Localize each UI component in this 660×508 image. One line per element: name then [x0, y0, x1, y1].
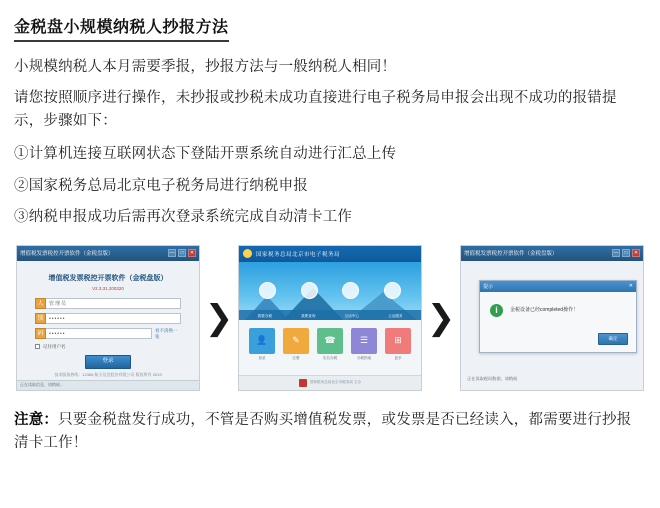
- shot3-titlebar: [461, 246, 643, 261]
- dialog-message: 金税设备已经completed操作！: [510, 307, 579, 314]
- close-icon[interactable]: ✕: [633, 250, 639, 257]
- tile-register-icon[interactable]: ✎: [283, 328, 309, 354]
- site-logo-icon: [243, 249, 252, 258]
- arrow-right-icon-2: ❯: [426, 297, 456, 338]
- step-item-1: ①计算机连接互联网状态下登陆开票系统自动进行汇总上传: [14, 146, 397, 163]
- captcha-input[interactable]: ••••••: [46, 328, 152, 339]
- message-dialog: [479, 280, 637, 353]
- login-button[interactable]: 登录: [85, 355, 131, 369]
- remember-username-label: 记住用户名: [43, 343, 66, 349]
- tile-label-1: 登录: [258, 355, 266, 360]
- shot3-title-text: 增值税发票税控开票软件（金税盘版）: [464, 251, 558, 258]
- shot1-statusbar: 正在读取信息，请稍候...: [17, 380, 199, 390]
- shot1-title-text: 增值税发票税控开票软件（金税盘版）: [20, 251, 114, 258]
- dialog-footer: [480, 327, 636, 352]
- minimize-icon[interactable]: —: [613, 250, 619, 257]
- screenshot-confirm-dialog: [460, 245, 644, 391]
- captcha-field-row: [35, 328, 181, 340]
- tile-guide-icon[interactable]: ☰: [351, 328, 377, 354]
- shot2-footer: [239, 375, 421, 390]
- user-icon: 人: [35, 298, 46, 309]
- shot1-titlebar: [17, 246, 199, 261]
- hero-circle-4[interactable]: [384, 282, 401, 299]
- arrow-right-icon-1: ❯: [204, 297, 234, 338]
- dialog-ok-button[interactable]: 确定: [598, 333, 628, 345]
- shot3-bottom-note: 正在读取税局数据，请稍候: [467, 375, 518, 381]
- shot3-window-controls: [612, 249, 640, 257]
- step-item-3: ③纳税申报成功后需再次登录系统完成自动清卡工作: [14, 209, 353, 226]
- captcha-refresh-link[interactable]: 看不清换一张: [155, 327, 178, 339]
- tile-label-3: 实名办税: [322, 355, 338, 360]
- screenshot-etax-website: [238, 245, 422, 391]
- figure-row: [14, 245, 646, 391]
- username-input[interactable]: 管理员: [46, 298, 181, 309]
- password-field-row: [35, 313, 181, 324]
- captcha-icon: 码: [35, 328, 46, 339]
- hero-circle-group: [239, 282, 421, 299]
- hero-circle-2[interactable]: [301, 282, 318, 299]
- hero-label-3: 互动中心: [344, 313, 359, 318]
- hero-label-group: [239, 314, 421, 319]
- step-item-2: ②国家税务总局北京电子税务局进行纳税申报: [14, 177, 308, 194]
- tile-realname-icon[interactable]: ☎: [317, 328, 343, 354]
- maximize-icon[interactable]: □: [178, 249, 186, 257]
- shot1-body: [17, 261, 199, 369]
- hero-label-4: 公众服务: [388, 313, 403, 318]
- tile-login-icon[interactable]: 👤: [249, 328, 275, 354]
- shot1-app-name: 增值税发票税控开票软件（金税盘版）: [48, 274, 168, 282]
- shot2-tile-labels: [239, 354, 421, 361]
- tile-more-icon[interactable]: ⊞: [385, 328, 411, 354]
- hero-label-1: 我要办税: [257, 313, 272, 318]
- shot2-footer-text: 国家税务总局北京市税务局 主办: [309, 380, 362, 385]
- checkbox-icon[interactable]: [35, 344, 40, 349]
- note-block: [14, 409, 646, 455]
- note-text: 只要金税盘发行成功，不管是否购买增值税发票，或发票是否已经读入，都需要进行抄报清卡工作！: [14, 411, 632, 451]
- dialog-titlebar: [480, 281, 636, 292]
- tile-label-4: 办税指南: [356, 355, 372, 360]
- screenshot-login-window: [16, 245, 200, 391]
- close-icon[interactable]: ✕: [189, 250, 195, 257]
- tile-label-5: 更多: [394, 355, 402, 360]
- password-input[interactable]: ••••••: [46, 313, 181, 324]
- info-icon: i: [490, 304, 503, 317]
- page-title: 金税盘小规模纳税人抄报方法: [14, 14, 229, 42]
- dialog-close-icon[interactable]: ✕: [628, 283, 633, 290]
- hero-circle-3[interactable]: [342, 282, 359, 299]
- police-badge-icon: [299, 379, 307, 387]
- shot1-app-version: V2.3.31.200320: [92, 285, 124, 291]
- shot2-header: [239, 246, 421, 262]
- tile-label-2: 注册: [292, 355, 300, 360]
- minimize-icon[interactable]: —: [169, 250, 175, 257]
- dialog-body: [480, 292, 636, 327]
- remember-username-row[interactable]: [35, 344, 181, 350]
- note-prefix: 注意：: [14, 411, 59, 428]
- shot2-hero-banner: [239, 262, 421, 320]
- dialog-title: 提示: [483, 283, 494, 290]
- maximize-icon[interactable]: □: [622, 249, 630, 257]
- shot2-tile-group: [239, 320, 421, 354]
- hero-label-2: 我要查询: [301, 313, 316, 318]
- paragraph-2: 请您按照顺序进行操作，未抄报或抄税未成功直接进行电子税务局申报会出现不成功的报错提示，步骤如下：: [14, 90, 617, 129]
- shot1-footer-note: 技术服务热线：12366 航天信息股份有限公司 版权所有 2019: [54, 371, 162, 377]
- hero-circle-1[interactable]: [259, 282, 276, 299]
- steps-list: [14, 143, 646, 228]
- paragraph-1: 小规模纳税人本月需要季报，抄报方法与一般纳税人相同！: [14, 59, 397, 75]
- username-field-row: [35, 298, 181, 309]
- shot2-site-title: 国家税务总局北京市电子税务局: [256, 251, 341, 258]
- lock-icon: 锁: [35, 313, 46, 324]
- shot1-window-controls: [168, 249, 196, 257]
